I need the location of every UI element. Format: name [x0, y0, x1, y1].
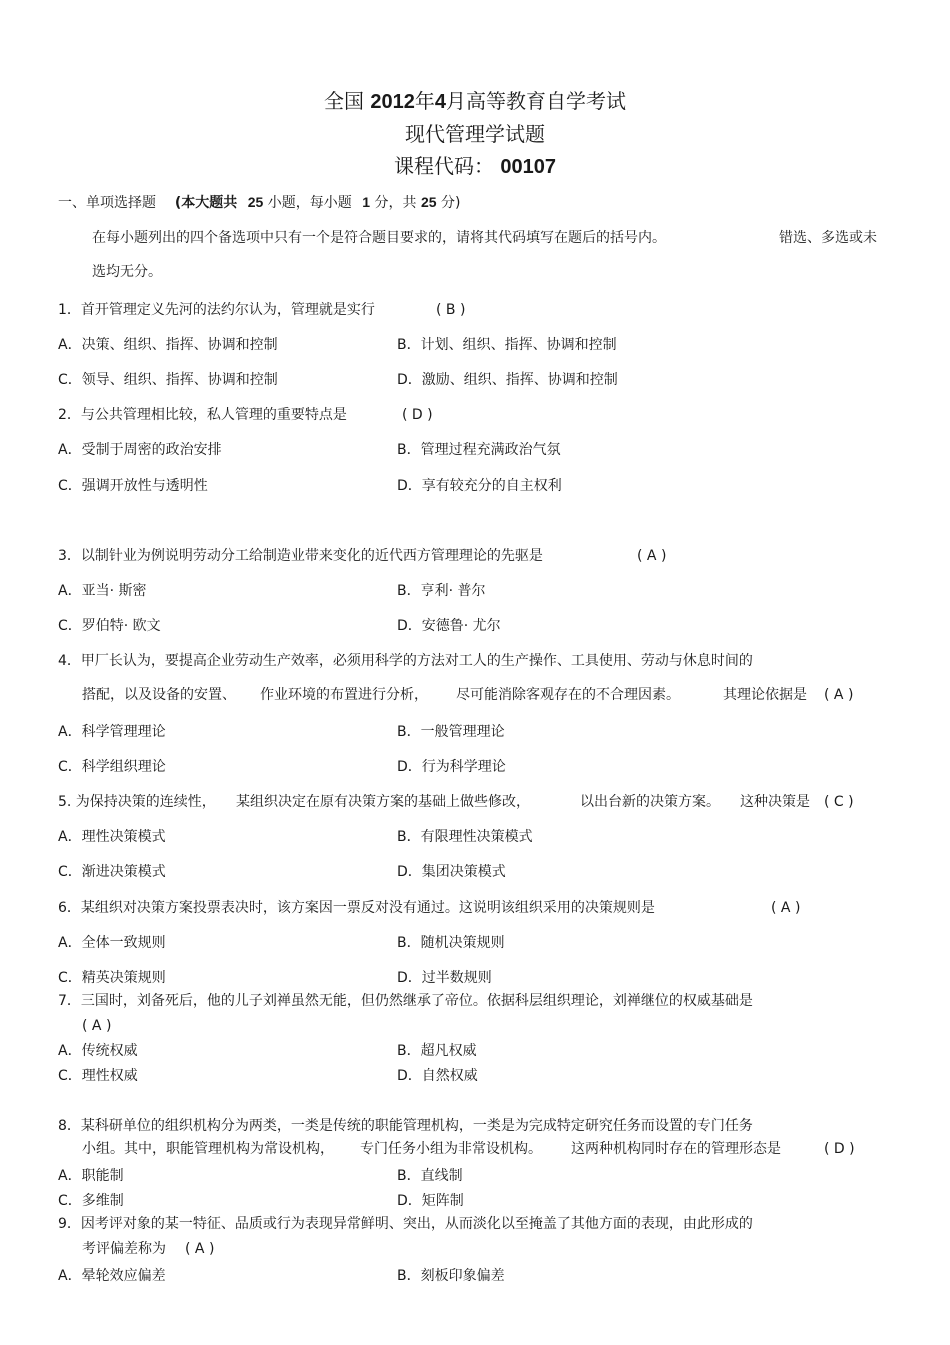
question-stem: 这种决策是 [740, 794, 810, 810]
instructions: 选均无分。 [92, 264, 162, 280]
question-stem: 以出台新的决策方案。 [580, 794, 720, 810]
section-score: 1 [362, 194, 371, 210]
question-answer: ( D ) [824, 1141, 855, 1157]
title-text: 年 [414, 89, 435, 113]
option-d: D．激励、组织、指挥、协调和控制 [397, 372, 618, 388]
option-d: D．安德鲁· 尤尔 [397, 618, 501, 634]
title-text: 月高等教育自学考试 [445, 89, 626, 113]
option-b: B．随机决策规则 [397, 935, 505, 951]
section-note: (本大题共 [174, 195, 238, 211]
option-a: A．全体一致规则 [58, 935, 166, 951]
option-a: A．受制于周密的政治安排 [58, 442, 222, 458]
option-c: C．多维制 [58, 1193, 124, 1209]
option-b: B．亨利· 普尔 [397, 583, 486, 599]
section-heading [58, 193, 460, 212]
option-b: B．刻板印象偏差 [397, 1268, 505, 1284]
exam-subject: 现代管理学试题 [405, 122, 545, 146]
section-note: 分) [440, 195, 461, 211]
option-c: C．强调开放性与透明性 [58, 478, 208, 494]
option-b: B．直线制 [397, 1168, 463, 1184]
option-d: D．享有较充分的自主权利 [397, 478, 562, 494]
option-c: C．理性权威 [58, 1068, 138, 1084]
question-stem-cont: 这两种机构同时存在的管理形态是 [571, 1141, 781, 1157]
question-answer: ( C ) [824, 794, 854, 810]
question-stem: 8．某科研单位的组织机构分为两类，一类是传统的职能管理机构，一类是为完成特定研究任务而设置的专门任务 [58, 1118, 753, 1134]
question-stem: 6．某组织对决策方案投票表决时，该方案因一票反对没有通过。这说明该组织采用的决策规则是 [58, 900, 655, 916]
title-year: 2012 [370, 91, 415, 113]
question-stem-cont: 作业环境的布置进行分析， [260, 687, 428, 703]
question-answer: ( A ) [771, 900, 801, 916]
section-count: 25 [247, 194, 264, 210]
question-stem: 7．三国时，刘备死后，他的儿子刘禅虽然无能，但仍然继承了帝位。依据科层组织理论，刘禅继位的权威基础是 [58, 993, 753, 1009]
question-answer: ( A ) [82, 1018, 112, 1034]
question-stem: 1．首开管理定义先河的法约尔认为，管理就是实行 [58, 302, 375, 318]
option-a: A．科学管理理论 [58, 724, 166, 740]
option-a: A．决策、组织、指挥、协调和控制 [58, 337, 278, 353]
option-d: D．自然权威 [397, 1068, 478, 1084]
question-stem: 某组织决定在原有决策方案的基础上做些修改， [236, 794, 530, 810]
instructions: 错选、多选或未 [779, 230, 877, 246]
section-total: 25 [420, 194, 437, 210]
option-a: A．晕轮效应偏差 [58, 1268, 166, 1284]
question-stem-cont: 考评偏差称为 [82, 1241, 166, 1257]
question-stem: 4．甲厂长认为，要提高企业劳动生产效率，必须用科学的方法对工人的生产操作、工具使用、劳动与休息时间的 [58, 653, 753, 669]
title-text: 全国 [324, 89, 364, 113]
option-a: A．职能制 [58, 1168, 124, 1184]
question-stem: 3．以制针业为例说明劳动分工给制造业带来变化的近代西方管理理论的先驱是 [58, 548, 543, 564]
option-c: C．科学组织理论 [58, 759, 166, 775]
question-stem: 2．与公共管理相比较，私人管理的重要特点是 [58, 407, 347, 423]
option-d: D．矩阵制 [397, 1193, 464, 1209]
section-note: 小题，每小题 [267, 195, 352, 211]
question-answer: ( A ) [637, 548, 667, 564]
question-answer: ( A ) [185, 1241, 215, 1257]
course-code-value: 00107 [500, 156, 556, 178]
option-b: B．超凡权威 [397, 1043, 477, 1059]
option-b: B．有限理性决策模式 [397, 829, 533, 845]
question-answer: ( B ) [436, 302, 466, 318]
option-b: B．管理过程充满政治气氛 [397, 442, 561, 458]
question-stem: 9．因考评对象的某一特征、品质或行为表现异常鲜明、突出，从而淡化以至掩盖了其他方面的表现，由此形成的 [58, 1216, 753, 1232]
question-stem-cont: 其理论依据是 [723, 687, 807, 703]
question-answer: ( D ) [402, 407, 433, 423]
option-d: D．集团决策模式 [397, 864, 506, 880]
option-c: C．领导、组织、指挥、协调和控制 [58, 372, 278, 388]
title-month: 4 [434, 91, 446, 113]
question-answer: ( A ) [824, 687, 854, 703]
exam-title [0, 88, 950, 115]
question-stem-cont: 专门任务小组为非常设机构。 [360, 1141, 542, 1157]
option-a: A．亚当· 斯密 [58, 583, 147, 599]
option-a: A．理性决策模式 [58, 829, 166, 845]
section-title: 一、单项选择题 [58, 195, 156, 211]
option-c: C．精英决策规则 [58, 970, 166, 986]
question-stem-cont: 搭配，以及设备的安置、 [82, 687, 236, 703]
course-code [0, 153, 950, 180]
section-note: 分，共 [374, 195, 417, 211]
option-c: C．渐进决策模式 [58, 864, 166, 880]
instructions: 在每小题列出的四个备选项中只有一个是符合题目要求的，请将其代码填写在题后的括号内。 [92, 230, 666, 246]
option-c: C．罗伯特· 欧文 [58, 618, 161, 634]
course-code-label: 课程代码： [394, 154, 494, 178]
question-stem-cont: 小组。其中，职能管理机构为常设机构， [82, 1141, 334, 1157]
option-a: A．传统权威 [58, 1043, 138, 1059]
option-d: D．行为科学理论 [397, 759, 506, 775]
question-stem-cont: 尽可能消除客观存在的不合理因素。 [456, 687, 680, 703]
option-b: B．一般管理理论 [397, 724, 505, 740]
option-d: D．过半数规则 [397, 970, 492, 986]
question-stem: 5. 为保持决策的连续性， [58, 794, 216, 810]
option-b: B．计划、组织、指挥、协调和控制 [397, 337, 617, 353]
